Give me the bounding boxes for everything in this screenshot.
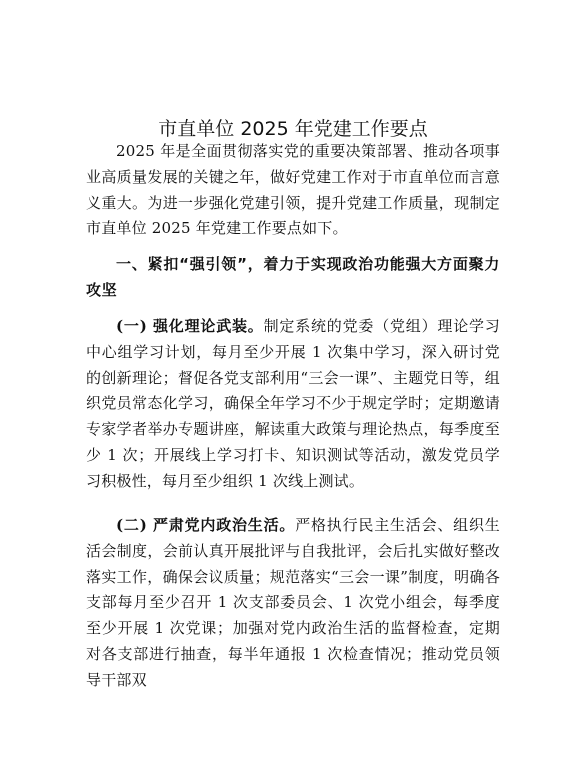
item-label-2: (二) 严肃党内政治生活。 (116, 516, 296, 534)
item-paragraph-2 (86, 513, 500, 694)
item-body-2: 严格执行民主生活会、组织生活会制度，会前认真开展批评与自我批评，会后扎实做好整改落实工作，确保会议质量；规范落实“三会一课”制度，明确各支部每月至少召开 1 次支部委员会、1 次党小组会，每季度至少开展 1 次党课；加强对党内政治生活的监督检查，定期对各支部进行抽查，每半年通报 1 次检查情况；推动党员领导干部双 (86, 516, 500, 689)
item-body-1: 制定系统的党委（党组）理论学习中心组学习计划，每月至少开展 1 次集中学习，深入研讨党的创新理论；督促各党支部利用“三会一课”、主题党日等，组织党员常态化学习，确保全年学习不少于规定学时；定期邀请专家学者举办专题讲座，解读重大政策与理论热点，每季度至少 1 次；开展线上学习打卡、知识测试等活动，激发党员学习积极性，每月至少组织 1 次线上测试。 (86, 317, 500, 490)
intro-paragraph: 2025 年是全面贯彻落实党的重要决策部署、推动各项事业高质量发展的关键之年，做好党建工作对于市直单位而言意义重大。为进一步强化党建引领，提升党建工作质量，现制定市直单位 2025 年党建工作要点如下。 (86, 142, 500, 238)
item-label-1: (一) 强化理论武装。 (116, 317, 264, 335)
document-title: 市直单位 2025 年党建工作要点 (158, 117, 428, 140)
item-paragraph-1 (86, 314, 500, 495)
section-heading: 一、紧扣“强引领”，着力于实现政治功能强大方面聚力攻坚 (86, 255, 500, 299)
